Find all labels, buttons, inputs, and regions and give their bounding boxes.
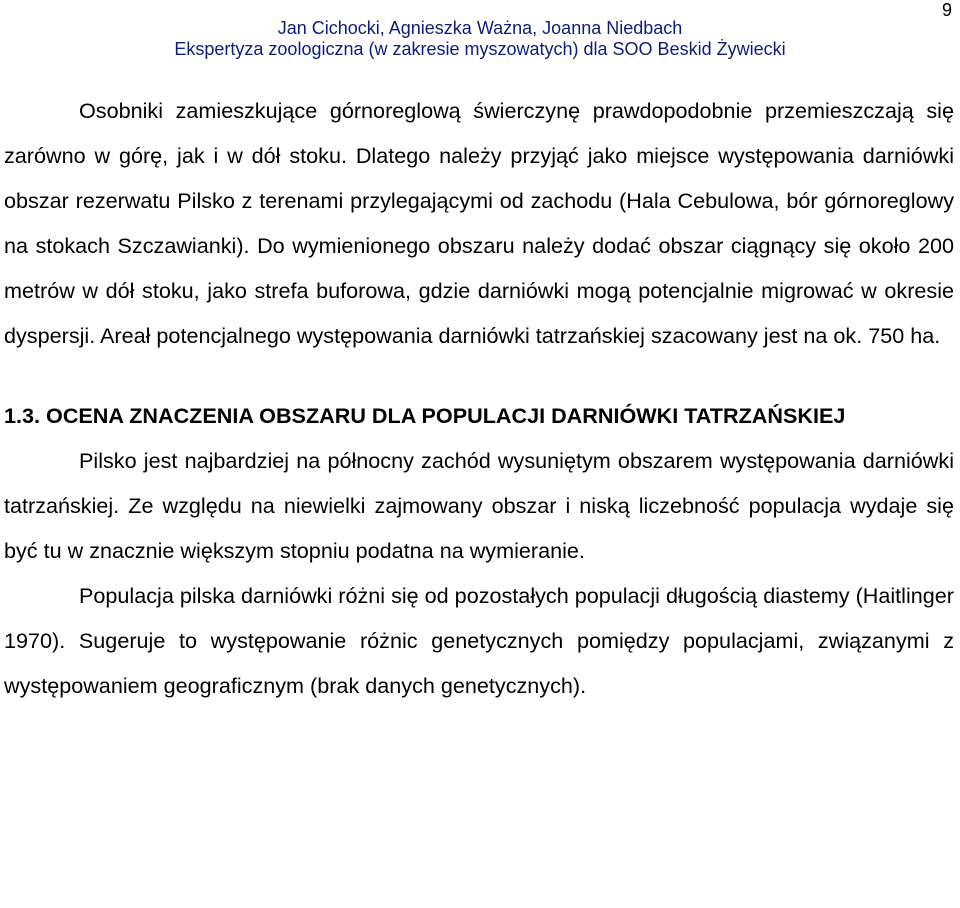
document-body [4,88,954,708]
header-authors: Jan Cichocki, Agnieszka Ważna, Joanna Niedbach [277,18,683,38]
paragraph-1: Osobniki zamieszkujące górnoreglową świerczynę prawdopodobnie przemieszczają się zarówno w górę, jak i w dół stoku. Dlatego należy przyjąć jako miejsce występowania darniówki obszar rezerwatu Pilsko z terenami przylegającymi od zachodu (Hala Cebulowa, bór górnoreglowy na stokach Szczawianki). Do wymienionego obszaru należy dodać obszar ciągnący się około 200 metrów w dół stoku, jako strefa buforowa, gdzie darniówki mogą potencjalnie migrować w okresie dyspersji. Areał potencjalnego występowania darniówki tatrzańskiej szacowany jest na ok. 750 ha. [4,98,954,349]
page-number: 9 [941,0,952,20]
paragraph-3: Populacja pilska darniówki różni się od pozostałych populacji długością diastemy (Haitlinger 1970). Sugeruje to występowanie różnic genetycznych pomiędzy populacjami, związanymi z występowaniem geograficznym (brak danych genetycznych). [4,582,955,699]
section-heading: 1.3. OCENA ZNACZENIA OBSZARU DLA POPULACJI DARNIÓWKI TATRZAŃSKIEJ [4,402,846,428]
paragraph-2: Pilsko jest najbardziej na północny zachód wysuniętym obszarem występowania darniówki tatrzańskiej. Ze względu na niewielki zajmowany obszar i niską liczebność populacja wydaje się być tu w znacznie większym stopniu podatna na wymieranie. [4,447,954,563]
section-gap [4,359,954,393]
document-header [0,18,960,60]
header-title: Ekspertyza zoologiczna (w zakresie myszowatych) dla SOO Beskid Żywiecki [174,39,786,59]
